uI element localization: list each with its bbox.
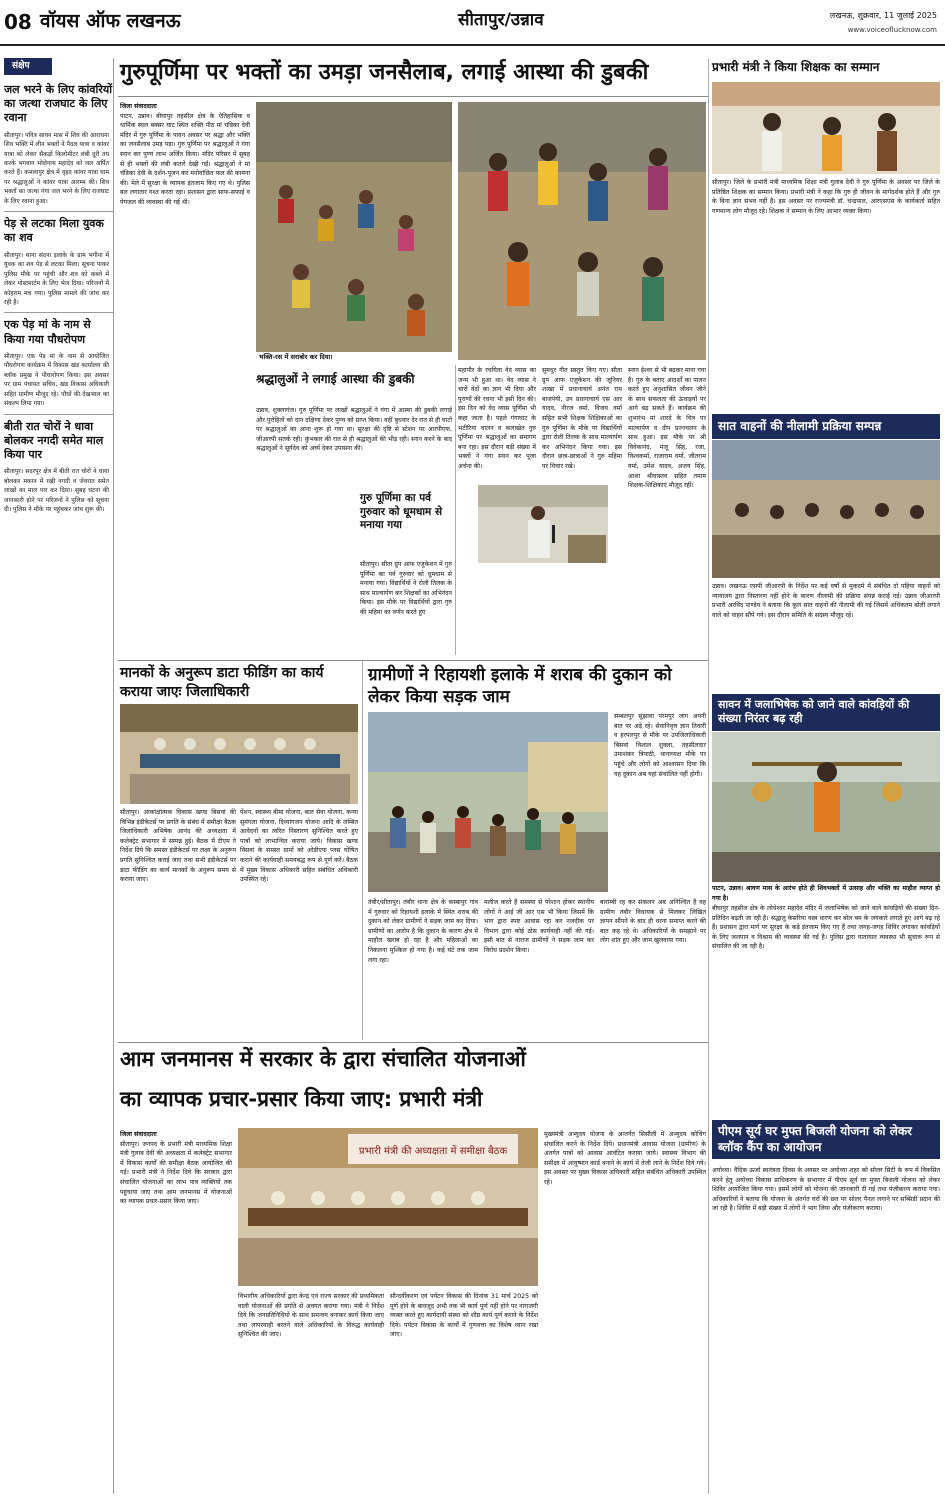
auction-photo bbox=[712, 440, 940, 578]
story-7-headline-line-1: आम जनमानस में सरकार के द्वारा संचालित योजनाओं bbox=[120, 1047, 526, 1071]
brief-4-body: सीतापुर। सदरपुर क्षेत्र में बीती रात चोरों ने धावा बोलकर मकान में रखी नगदी व जेवरात समेत लाखों का माल पार कर दिया। सुबह घटना की जानकारी होने पर परिजनों ने पुलिस को सूचना दी। पुलिस ने मौके पर पहुंचकर जांच शुरू की। bbox=[4, 468, 109, 514]
right-story-4-headline: पीएम सूर्य घर मुफ्त बिजली योजना को लेकर ब्लॉक कैंप का आयोजन bbox=[712, 1120, 940, 1159]
story-6-body-3: मलीज करते है समस्या से परेशान होकर स्थानीय लोगों ने आई जी आर एस भी किया जिसमें कि भाग द्वारा स्पष्ट आवास रहा कर नजदीक पर विभाग द्वारा कोई ठोस कार्यवाही नहीं की गई। इसी बात से नाराज ग्रामीणों ने सड़क जाम कर विरोध प्रदर्शन किया। bbox=[484, 899, 594, 955]
story-1-headline: गुरुपूर्णिमा पर भक्तों का उमड़ा जनसैलाब, लगाई आस्था की डुबकी bbox=[120, 60, 649, 85]
divider bbox=[4, 312, 113, 313]
story-3-col-3: स्नान ईश्वर से भी बढ़कर माना गया है। गुरु के बताए आदर्शों का पालन करते हुए अनुशासित जीवन जीने के साथ सफलता की ऊंचाइयों पर आगे बढ़ सकते हैं। कार्यक्रम की शुभारंभ मां शारदे के चित्र पर माल्यार्पण व दीप प्रज्ज्वलन के साथ हुआ। इस मौके पर श्री विवेकानंद, मंजू सिंह, रजा, विश्वकर्मा, राजाराम वर्मा, जीतराम वर्मा, उमेश यादव, अजय सिंह, आशा श्रीवास्तव सहित तमाम शिक्षक-शिक्षिकाएं मौजूद रहीं। bbox=[628, 367, 706, 490]
divider bbox=[4, 414, 113, 415]
story-4-headline: गुरु पूर्णिमा का पर्व गुरुवार को धूमधाम से मनाया गया bbox=[360, 492, 443, 532]
story-5-headline: मानकों के अनुरूप डाटा फीडिंग का कार्य कराया जाएः जिलाधिकारी bbox=[120, 665, 324, 700]
right-story-3-headline: सावन में जलाभिषेक को जाने वाले कांवड़ियों की संख्या निरंतर बढ़ रही bbox=[712, 694, 940, 731]
photo-banner-text: प्रभारी मंत्री की अध्यक्षता में समीक्षा बैठक bbox=[358, 1146, 508, 1157]
divider bbox=[455, 365, 456, 655]
right-story-4-body: अयोध्या। वैदिक ऊर्जा स्वतंत्रता दिवस के अवसर पर अयोध्या शहर को सोलर सिटी के रूप में विकसित करने हेतु अयोध्या विकास प्राधिकरण के सभागार में पीएम सूर्य घर मुफ्त बिजली योजना को लेकर शिविर आयोजित किया गया। इसमें लोगों को योजना की जानकारी दी गई तथा पंजीकरण कराया गया। अधिकारियों ने बताया कि योजना के अंतर्गत घरों की छत पर सोलर पैनल लगाने पर सब्सिडी प्रदान की जा रही है। शिविर में बड़ी संख्या में लोगों ने भाग लिया और पंजीकरण कराया। bbox=[712, 1167, 940, 1213]
story-3-col-1: महापौर के रचयिता वेद व्यास का जन्म भी हुआ था। वेद व्यास ने चारों वेदों का ज्ञान भी दिया और पुराणों की रचना भी इसी दिन की। इस दिन को वेद व्यास पूर्णिमा भी कहा जाता है। पहले गंगाघाट के भटीरिया चालन व कलाखेत गुरु पूर्णिमा पर श्रद्धालुओं का समागम बना रहा। इस दौरान बड़ी संख्या में भक्तों ने गंगा स्नान कर पूजा अर्चना की। bbox=[458, 367, 536, 471]
right-story-3-caption: पाटन, उन्नाव। श्रावण मास के आरंभ होते ही शिवभक्तों में उत्साह और भक्ति का माहौल व्याप्त हो गया है। bbox=[712, 885, 940, 902]
road-jam-photo bbox=[368, 712, 608, 892]
story-6-body-4: बाराम्बी रह कर संकलन अब अनिश्चित है वह ग्रामीण तंबौर विधायक से मिलकर लिखित ज्ञापन सौंपने के बाद ही धरना समाप्त करने की बात कह रहे थे। अधिकारियों के समझाने पर लोग शांत हुए और जाम खुलवाया गया। bbox=[600, 899, 706, 945]
section-name: सीतापुर/उन्नाव bbox=[458, 10, 544, 30]
story-7-body-3: सौन्दर्यीकरण एवं पर्यटन विकास की दिनांक 31 मार्च 2025 को पूर्ण होने के बावजूद अभी तक भी कार्य पूर्ण नहीं होने पर नाराजगी व्यक्त करते हुए कार्यदायी संस्था को शीघ्र कार्य पूर्ण कराने के निर्देश दिये। पर्यटन विकास के कार्यों में गुणवत्ता का विशेष ध्यान रखा जाए। bbox=[390, 1293, 538, 1339]
brief-2-body: सीतापुर। थाना संदना इलाके के ग्राम भगीना में युवक का शव पेड़ से लटका मिला। सूचना पाकर पुलिस मौके पर पहुंची और शव को कब्जे में लेकर पोस्टमार्टम के लिए भेज दिया। परिजनों में कोहराम मच गया। पुलिस मामले की जांच कर रही है। bbox=[4, 251, 109, 306]
right-story-1 bbox=[712, 60, 940, 75]
dateline: लखनऊ, शुक्रवार, 11 जुलाई 2025 bbox=[829, 11, 937, 20]
divider bbox=[118, 1042, 708, 1043]
story-1-byline: जिला संवाददाता bbox=[120, 103, 157, 110]
briefs-column bbox=[4, 58, 114, 1494]
story-1-body bbox=[120, 102, 250, 657]
brief-3-headline: एक पेड़ मां के नाम से किया गया पौधरोपण bbox=[4, 318, 91, 346]
devotees-photo bbox=[458, 102, 706, 360]
story-7-byline: जिला संवाददाता bbox=[120, 1131, 157, 1138]
divider bbox=[118, 660, 708, 661]
story-7-body-2: विभागीय अधिकारियों द्वारा केन्द्र एवं राज्य सरकार की प्राथमिकता वाली योजनाओं की प्रगति से अवगत कराया गया। मंत्री ने निर्देश दिये कि जनप्रतिनिधियों के साथ समन्वय बनाकर कार्य किया जाए तथा लापरवाही बरतने वाले अधिकारियों के विरुद्ध कार्यवाही सुनिश्चित की जाए। bbox=[238, 1293, 384, 1339]
brief-2-headline: पेड़ से लटका मिला युवक का शव bbox=[4, 217, 104, 245]
story-3-col-2: सुमधुर गीत प्रस्तुत किए गए। सीता ग्रुप आफ एजुकेशन की जूनियर शाखा में प्रधानाचार्य अनंत राम बाजपेयी, उप प्रधानाचार्य एस आर यादव, नीरज वर्मा, विजय वर्मा सहित सभी शिक्षक शिक्षिकाओं का गुरु पूर्णिमा के मौके पर विद्यार्थियों द्वारा रोली तिलक के साथ माल्यार्पण कर अभिनंदन किया गया। इस दौरान छात्र-छात्राओं ने गुरु महिमा पर विचार रखे। bbox=[542, 367, 622, 471]
right-story-2-body: उन्नाव। लखनऊ एसपी जीआरपी के निर्देश पर कई वर्षों से मुकदमे में संबंधित दो पहिया वाहनों को न्यायालय द्वारा निस्तारण नहीं होने के कारण नीलामी की प्रक्रिया संपन्न कराई गई। उन्नाव जीआरपी प्रभारी अरविंद पाण्डेय ने बताया कि कुल सात वाहनों की नीलामी की गई जिसमें अधिकतम बोली लगाने वाले को वाहन सौंपे गये। इस दौरान समिति के सदस्य मौजूद रहे। bbox=[712, 583, 940, 619]
divider bbox=[708, 58, 709, 1494]
brief-4-headline: बीती रात चोरों ने धावा बोलकर नगदी समेत माल किया पार bbox=[4, 419, 104, 462]
masthead bbox=[0, 0, 945, 46]
story-5-body-2: पेंशन, स्वास्थ्य बीमा योजना, बाल सेवा योजना, कन्या सुमंगला योजना, दिव्यांगजन योजना आदि के लम्बित आवेदनों का त्वरित निस्तारण सुनिश्चित करते हुए पात्रों को लाभान्वित कराया जाये। विकास खण्ड विसवां के समस्त ग्रामों को ओडीएफ प्लस घोषित कराने की कार्यवाही समयबद्ध रूप से पूर्ण करें। बैठक में मुख्य विकास अधिकारी सहित संबंधित अधिकारी उपस्थित रहे। bbox=[240, 809, 358, 884]
story-6-headline: ग्रामीणों ने रिहायशी इलाके में शराब की दुकान को लेकर किया सड़क जाम bbox=[368, 665, 672, 708]
story-7-text-1: सीतापुर। जनपद के प्रभारी मंत्री माध्यमिक शिक्षा मंत्री गुलाब देवी की अध्यक्षता में कलेक्ट्रेट सभागार में विकास कार्यों की समीक्षा बैठक आयोजित की गई। प्रभारी मंत्री ने निर्देश दिये कि सरकार द्वारा संचालित योजनाओं का लाभ पात्र व्यक्तियों तक पहुंचाया जाए तथा आम जनमानस में योजनाओं का व्यापक प्रचार-प्रसार किया जाए। bbox=[120, 1140, 232, 1206]
brief-1-body: सीतापुर। पवित्र सावन मास में शिव की आराधना शिव भक्ति में लीन भक्तों ने पैदल यात्रा व कांवर यात्रा को लेकर सैकड़ों किलोमीटर लंबी दूरी तय करके भगवान भोलेनाथ महादेव को जल अर्पित करते हैं। कमलापुर क्षेत्र में वृहद कांवर यात्रा धाम पर श्रद्धालुओं ने कांवर यात्रा आरम्भ की। शिव भक्तों का जत्था गंगा जल भरने के लिए राजघाट के लिए रवाना हुआ। bbox=[4, 131, 109, 205]
right-story-2-headline: सात वाहनों की नीलामी प्रक्रिया सम्पन्न bbox=[712, 414, 940, 439]
divider bbox=[118, 96, 708, 97]
briefs-label: संक्षेप bbox=[4, 58, 52, 75]
divider bbox=[4, 211, 113, 212]
right-story-1-body: सीतापुर। जिले के प्रभारी मंत्री माध्यमिक शिक्षा मंत्री गुलाब देवी ने गुरु पूर्णिमा के अवसर पर जिले के प्रतिष्ठित शिक्षक का सम्मान किया। प्रभारी मंत्री ने कहा कि गुरु ही जीवन के मार्गदर्शक होते हैं और गुरु के बिना ज्ञान संभव नहीं है। इस अवसर पर राज्यमंत्री डॉ. चन्द्रपाल, आरएसएस के कार्यकर्ता सहित गणमान्य लोग मौजूद रहे। शिक्षक ने सम्मान के लिए आभार व्यक्त किया। bbox=[712, 179, 940, 215]
teacher-honour-photo bbox=[712, 82, 940, 174]
kanwariya-photo bbox=[712, 732, 940, 882]
school-event-photo bbox=[478, 485, 608, 563]
divider bbox=[362, 660, 363, 1040]
meeting-photo bbox=[120, 704, 358, 804]
page-number: 08 bbox=[4, 10, 32, 34]
story-5-body-1: सीतापुर। आकांक्षात्मक विकास खण्ड बिसवां की विभिन्न इंडीकेटर्स पर प्रगति के संबंध में समीक्षा बैठक जिलाधिकारी अभिषेक आनंद की अध्यक्षता में कलेक्ट्रेट सभागार में सम्पन्न हुई। बैठक में टीएम ने निर्देश दिये कि समस्त इंडीकेटर्स पर लक्ष्य के अनुरूप प्रगति सुनिश्चित कराई जाए तथा सभी इंडीकेटर्स पर डाटा फीडिंग का कार्य मानकों के अनुरूप समय से कराया जाए। bbox=[120, 809, 236, 884]
right-story-3-body: बीघापुर तहसील क्षेत्र के लोधेश्वर महादेव मंदिर में जलाभिषेक को जाने वाले कांवड़ियों की संख्या दिन-प्रतिदिन बढ़ती जा रही है। श्रद्धालु केसरिया वस्त्र धारण कर बोल बम के जयकारे लगाते हुए आगे बढ़ रहे हैं। प्रशासन द्वारा मार्ग पर सुरक्षा के कड़े इंतजाम किए गए हैं तथा जगह-जगह शिविर लगाकर कांवड़ियों के लिए जलपान व विश्राम की व्यवस्था की गई है। पुलिस द्वारा यातायात व्यवस्था भी सुचारू रूप से संचालित की जा रही है। bbox=[712, 905, 940, 951]
story-2-body: उन्नाव, शुक्लागंज। गुरु पूर्णिमा पर लाखों श्रद्धालुओं ने गंगा में आस्था की डुबकी लगाई और पुरोहितों को दान दक्षिणा देकर पुण्य को प्राप्त किया। वहीं बुधवार देर रात से ही घाटों पर श्रद्धालुओं का आना शुरू हो गया था। सुरक्षा की दृष्टि से स्टेशन पर आरपीएफ, जीआरपी सतर्क रही। कुंभकार की रात से ही श्रद्धालुओं की भीड़ रही। स्नान करने के बाद श्रद्धालुओं ने सूर्यदेव को अर्घ्य देकर उपासना की। bbox=[256, 407, 452, 453]
story-7-headline-line-2: का व्यापक प्रचार-प्रसार किया जाए: प्रभारी मंत्री bbox=[120, 1087, 483, 1111]
river-bathing-photo bbox=[256, 102, 452, 362]
story-6-body-1: सम्बलपुर सुझावा परमपुर जाग अपनी बात पर अड़े रहे। सेवानिवृत्त ज्ञान तिवारी व हरपलपुर से मौके पर उपजिलाधिकारी बिसवां विशाल शुक्ला, तहसीलदार उमाशंकर त्रिपाठी, थानाध्यक्ष मौके पर पहुंचे और लोगों को आश्वासन दिया कि यह दुकान अब यहां संचालित नहीं होगी। bbox=[614, 713, 706, 778]
story-2-headline: श्रद्धालुओं ने लगाई आस्था की डुबकी bbox=[256, 372, 415, 386]
website-link[interactable]: www.voiceoflucknow.com bbox=[847, 26, 937, 34]
brief-3-body: सीतापुर। एक पेड़ मां के नाम से आयोजित पौधरोपण कार्यक्रम में विकास खंड कार्यालय की ब्लॉक प्रमुख ने पौधारोपण किया। इस अवसर पर ग्राम पंचायत सचिव, खंड विकास अधिकारी सहित ग्रामीण मौजूद रहे। पौधों की देखभाल का संकल्प लिया गया। bbox=[4, 352, 109, 408]
story-4-body: सीतापुर। सीता ग्रुप आफ एजुकेशन में गुरु पूर्णिमा का पर्व गुरुवार को धूमधाम से मनाया गया। विद्यार्थियों ने रोली तिलक के साथ माल्यार्पण कर शिक्षकों का अभिनंदन किया। इस मौके पर विद्यार्थियों द्वारा गुरु की महिमा का वर्णन करते हुए bbox=[360, 561, 452, 617]
brief-1-headline: जल भरने के लिए कांवरियों का जत्था राजघाट के लिए रवाना bbox=[4, 82, 113, 125]
story-6-body-2: तंबौर/सीतापुर। तंबौर थाना क्षेत्र के कस्बापुर गांव में गुरुवार को रिहायशी इलाके में स्थित शराब की दुकान को लेकर ग्रामीणों ने सड़क जाम कर दिया। ग्रामीणों का आरोप है कि दुकान के कारण क्षेत्र में माहौल खराब हो रहा है और महिलाओं का निकलना मुश्किल हो गया है। कई घंटे तक जाम लगा रहा। bbox=[368, 899, 478, 964]
story-7-body-1 bbox=[120, 1130, 232, 1494]
minister-meeting-photo bbox=[238, 1128, 538, 1286]
story-7-body-4: मुख्यमंत्री अभ्युदय योजना के अन्तर्गत सिसौली में अभ्युदय कोचिंग संचालित करने के निर्देश दिये। प्रधानमंत्री आवास योजना (ग्रामीण) के अंतर्गत पात्रों को आवास आवंटित कराया जाये। स्वास्थ्य विभाग की समीक्षा में आयुष्मान कार्ड बनाने के कार्य में तेजी लाने के निर्देश दिये गये। इस अवसर पर मुख्य विकास अधिकारी सहित संबंधित अधिकारी उपस्थित रहे। bbox=[544, 1131, 706, 1187]
story-1-text: पाटन, उन्नाव। बीघापुर तहसील क्षेत्र के ऐतिहासिक व धार्मिक स्थल बक्सर घाट स्थित शक्ति पीठ मां चंडिका देवी मंदिर में गुरु पूर्णिमा के पावन अवसर पर श्रद्धा और भक्ति का जनसैलाब उमड़ पड़ा। गुरु पूर्णिमा पर श्रद्धालुओं ने गंगा स्नान कर पुण्य लाभ अर्जित किया। मंदिर परिसर में सुबह से ही भक्तों की लंबी कतारें देखी गईं। श्रद्धालुओं ने मां चंडिका देवी के दर्शन-पूजन कर मनोवांछित फल की कामना की। मेले में सुरक्षा के व्यापक इंतजाम किए गए थे। पुलिस बल लगातार गश्त करता रहा। प्रशासन द्वारा साफ-सफाई व पेयजल की व्यवस्था की गई थी। bbox=[120, 112, 250, 207]
right-story-1-headline: प्रभारी मंत्री ने किया शिक्षक का सम्मान bbox=[712, 60, 880, 74]
paper-name: वॉयस ऑफ लखनऊ bbox=[40, 10, 181, 32]
river-photo-caption: भक्ति-रस में सराबोर कर दिया। bbox=[256, 352, 452, 363]
